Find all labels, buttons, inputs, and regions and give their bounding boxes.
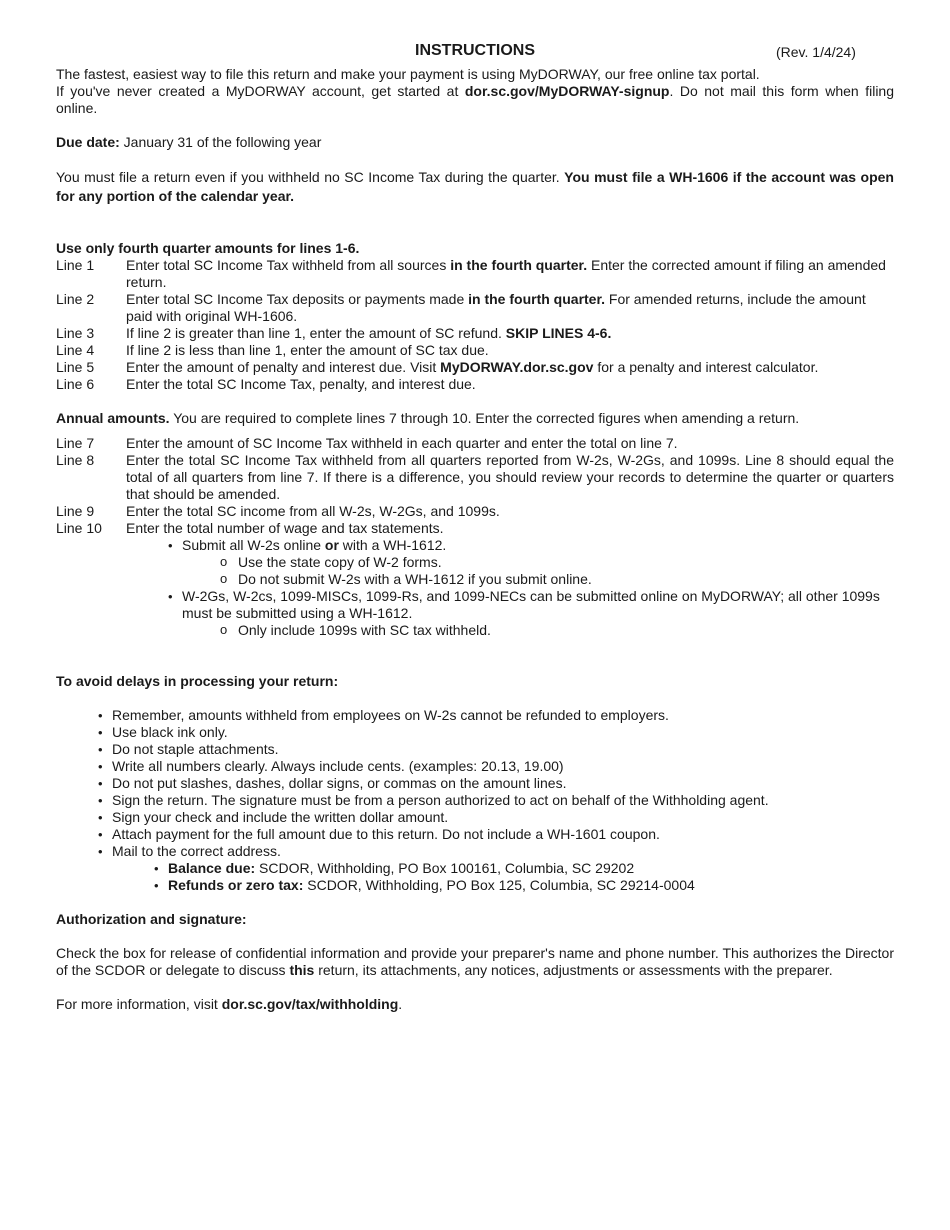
instructions-page	[56, 40, 894, 1013]
line-1-instruction: Line 1 Enter total SC Income Tax withheld from all sources in the fourth quarter. Enter the corrected amount if filing an amended return.	[56, 257, 886, 290]
refund-address: • Refunds or zero tax: SCDOR, Withholding, PO Box 125, Columbia, SC 29214-0004	[168, 877, 894, 894]
list-item: o Only include 1099s with SC tax withheld.	[238, 622, 894, 639]
list-item: • W-2Gs, W-2cs, 1099-MISCs, 1099-Rs, and 1099-NECs can be submitted online on MyDORWAY; all other 1099s must be submitted using a WH-1612.	[182, 588, 894, 622]
line-3-instruction: Line 3 If line 2 is greater than line 1, enter the amount of SC refund. SKIP LINES 4-6.	[56, 325, 612, 341]
line-6-instruction: Line 6 Enter the total SC Income Tax, penalty, and interest due.	[56, 376, 476, 392]
line-8-instruction: Line 8 Enter the total SC Income Tax withheld from all quarters reported from W-2s, W-2Gs, and 1099s. Line 8 should equal the total of all quarters from line 7. If there is a difference, you should review your records to determine the quarter or quarters that should be amended.	[56, 452, 894, 502]
list-item: o Use the state copy of W-2 forms.	[238, 554, 894, 571]
header	[56, 40, 894, 66]
list-item: • Do not staple attachments.	[112, 741, 894, 758]
list-item: • Write all numbers clearly. Always include cents. (examples: 20.13, 19.00)	[112, 758, 894, 775]
annual-heading: Annual amounts. You are required to complete lines 7 through 10. Enter the corrected figures when amending a return.	[56, 410, 800, 426]
withholding-link[interactable]: dor.sc.gov/tax/withholding	[221, 996, 399, 1012]
must-file-notice: You must file a return even if you withheld no SC Income Tax during the quarter. You must file a WH-1606 if the account was open for any portion of the calendar year.	[56, 169, 894, 204]
q4-heading: Use only fourth quarter amounts for lines 1-6.	[56, 240, 360, 256]
list-item: • Remember, amounts withheld from employees on W-2s cannot be refunded to employers.	[112, 707, 894, 724]
page-title: INSTRUCTIONS	[415, 42, 535, 59]
line-7-instruction: Line 7 Enter the amount of SC Income Tax withheld in each quarter and enter the total on line 7.	[56, 435, 678, 451]
authorization-text: Check the box for release of confidential information and provide your preparer's name and phone number. This authorizes the Director of the SCDOR or delegate to discuss this return, its attachments, any notices, adjustments or assessments with the preparer.	[56, 945, 894, 978]
list-item: • Attach payment for the full amount due to this return. Do not include a WH-1601 coupon.	[112, 826, 894, 843]
intro-line-1: The fastest, easiest way to file this return and make your payment is using MyDORWAY, our free online tax portal.	[56, 66, 760, 82]
line-9-instruction: Line 9 Enter the total SC income from all W-2s, W-2Gs, and 1099s.	[56, 503, 500, 519]
avoid-delays-heading: To avoid delays in processing your return:	[56, 673, 339, 689]
list-item: • Sign the return. The signature must be from a person authorized to act on behalf of the Withholding agent.	[112, 792, 894, 809]
revision-date: (Rev. 1/4/24)	[776, 44, 856, 60]
list-item: • Submit all W-2s online or with a WH-1612.	[182, 537, 894, 554]
balance-due-address: • Balance due: SCDOR, Withholding, PO Box 100161, Columbia, SC 29202	[168, 860, 894, 877]
authorization-heading: Authorization and signature:	[56, 911, 247, 927]
intro-line-2: If you've never created a MyDORWAY account, get started at dor.sc.gov/MyDORWAY-signup. Do not mail this form when filing online.	[56, 83, 894, 116]
due-date: Due date: January 31 of the following year	[56, 134, 322, 150]
list-item: • Mail to the correct address.	[112, 843, 894, 860]
more-info: For more information, visit dor.sc.gov/tax/withholding.	[56, 996, 403, 1012]
signup-link[interactable]: dor.sc.gov/MyDORWAY-signup	[464, 83, 670, 99]
annual-lines	[56, 435, 894, 537]
line-10-instruction: Line 10 Enter the total number of wage and tax statements.	[56, 520, 444, 536]
q4-lines	[56, 257, 894, 393]
line-5-instruction: Line 5 Enter the amount of penalty and interest due. Visit MyDORWAY.dor.sc.gov for a penalty and interest calculator.	[56, 359, 819, 375]
list-item: o Do not submit W-2s with a WH-1612 if you submit online.	[238, 571, 894, 588]
list-item: • Use black ink only.	[112, 724, 894, 741]
avoid-delays-list	[56, 707, 894, 894]
list-item: • Do not put slashes, dashes, dollar signs, or commas on the amount lines.	[112, 775, 894, 792]
line-10-bullets	[56, 537, 894, 639]
line-2-instruction: Line 2 Enter total SC Income Tax deposits or payments made in the fourth quarter. For amended returns, include the amount paid with original WH-1606.	[56, 291, 866, 324]
list-item: • Sign your check and include the written dollar amount.	[112, 809, 894, 826]
mydorway-link[interactable]: MyDORWAY.dor.sc.gov	[440, 359, 594, 375]
line-4-instruction: Line 4 If line 2 is less than line 1, enter the amount of SC tax due.	[56, 342, 489, 358]
